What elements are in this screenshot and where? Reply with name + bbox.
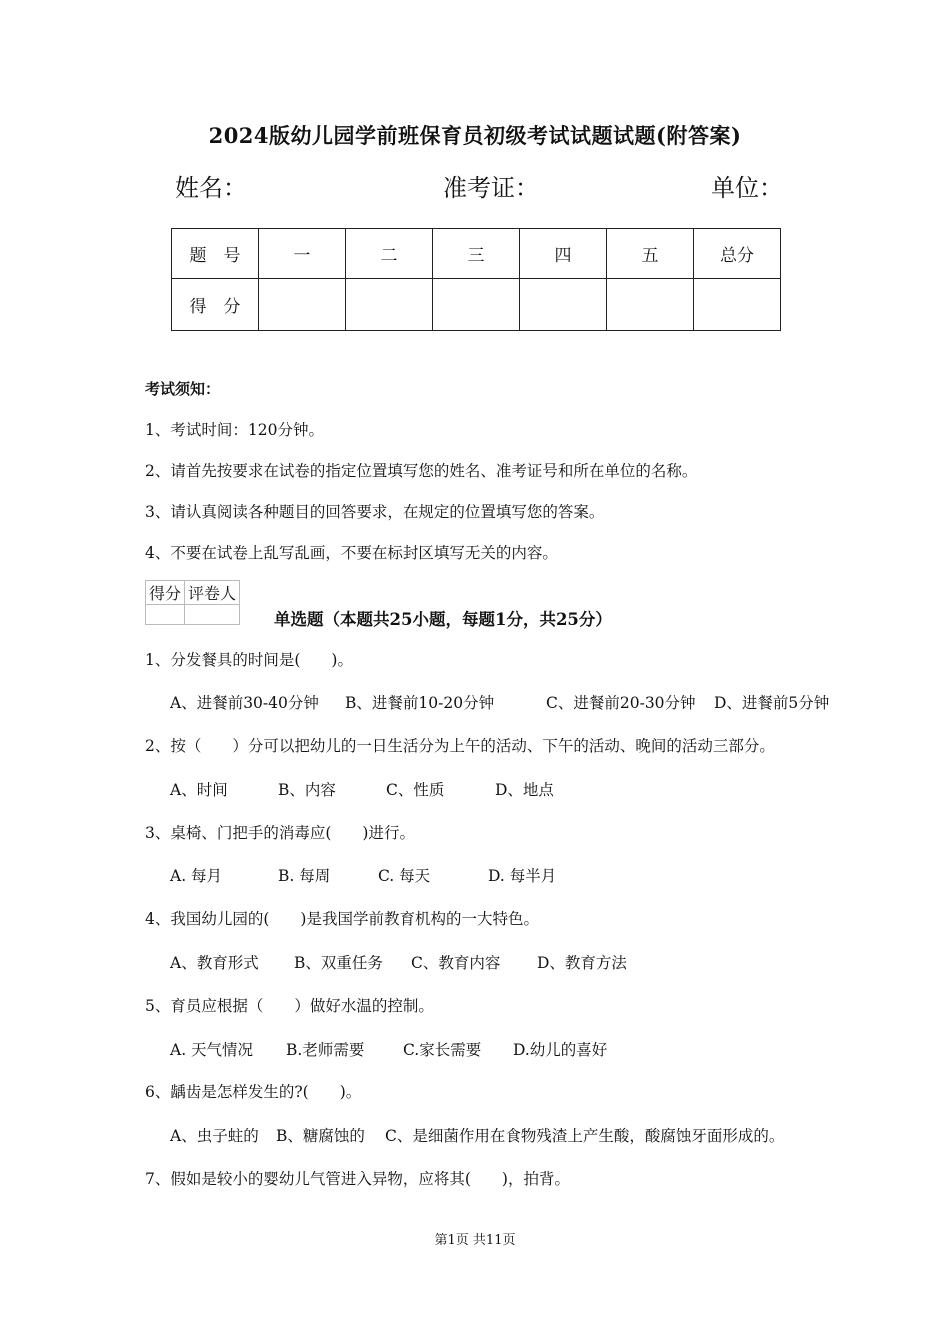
grader-score-label: 得分 — [146, 581, 185, 605]
score-header-cell: 一 — [259, 229, 346, 279]
option[interactable]: B.老师需要 — [286, 1041, 365, 1059]
option[interactable]: B. 每周 — [278, 867, 331, 885]
unit-field-label: 单位： — [711, 174, 783, 202]
score-cell[interactable] — [607, 279, 694, 331]
score-table — [171, 228, 781, 331]
option[interactable]: C、性质 — [386, 781, 445, 799]
page-footer: 第1页 共11页 — [434, 1233, 516, 1248]
option[interactable]: A、时间 — [170, 781, 228, 799]
grader-box — [145, 580, 240, 625]
option[interactable]: B、糖腐蚀的 — [276, 1127, 365, 1145]
notice-rule: 3、请认真阅读各种题目的回答要求，在规定的位置填写您的答案。 — [145, 503, 605, 521]
grader-name-label: 评卷人 — [185, 581, 240, 605]
option[interactable]: A、虫子蛀的 — [170, 1127, 259, 1145]
score-header-cell: 四 — [520, 229, 607, 279]
question-text: 4、我国幼儿园的( )是我国学前教育机构的一大特色。 — [145, 910, 539, 928]
option[interactable]: D、进餐前5分钟 — [714, 694, 830, 712]
score-header-cell: 五 — [607, 229, 694, 279]
question-options — [170, 691, 829, 713]
exam-id-field-label: 准考证： — [443, 174, 539, 202]
score-table-header-row — [172, 229, 781, 279]
grader-name-cell[interactable] — [185, 605, 240, 625]
score-cell[interactable] — [694, 279, 781, 331]
option[interactable]: B、进餐前10-20分钟 — [345, 694, 495, 712]
option[interactable]: C.家长需要 — [403, 1041, 482, 1059]
score-header-cell: 总分 — [694, 229, 781, 279]
option[interactable]: C、教育内容 — [411, 954, 501, 972]
option[interactable]: D. 每半月 — [488, 867, 557, 885]
option[interactable]: C、是细菌作用在食物残渣上产生酸，酸腐蚀牙面形成的。 — [385, 1127, 785, 1145]
option[interactable]: B、内容 — [278, 781, 336, 799]
notice-rule: 2、请首先按要求在试卷的指定位置填写您的姓名、准考证号和所在单位的名称。 — [145, 462, 698, 480]
question-text: 1、分发餐具的时间是( )。 — [145, 651, 353, 669]
notice-heading: 考试须知： — [145, 380, 221, 398]
question-text: 7、假如是较小的婴幼儿气管进入异物，应将其( )，拍背。 — [145, 1170, 570, 1188]
score-cell[interactable] — [259, 279, 346, 331]
question-text: 5、育员应根据（ ）做好水温的控制。 — [145, 997, 434, 1015]
score-cell[interactable] — [520, 279, 607, 331]
option[interactable]: A、进餐前30-40分钟 — [170, 694, 319, 712]
score-cell[interactable] — [346, 279, 433, 331]
question-options — [170, 951, 627, 973]
option[interactable]: A. 天气情况 — [170, 1041, 254, 1059]
question-options — [170, 778, 554, 800]
candidate-info-fields — [0, 168, 950, 208]
question-options — [170, 1038, 607, 1060]
grader-score-cell[interactable] — [146, 605, 185, 625]
option[interactable]: D、地点 — [495, 781, 554, 799]
option[interactable]: C. 每天 — [378, 867, 431, 885]
option[interactable]: B、双重任务 — [294, 954, 383, 972]
question-options — [170, 864, 556, 886]
name-field-label: 姓名： — [175, 174, 247, 202]
question-text: 2、按（ ）分可以把幼儿的一日生活分为上午的活动、下午的活动、晚间的活动三部分。 — [145, 737, 775, 755]
score-row-label: 得 分 — [172, 279, 259, 331]
option[interactable]: A. 每月 — [170, 867, 223, 885]
score-header-cell: 三 — [433, 229, 520, 279]
notice-rule: 1、考试时间：120分钟。 — [145, 421, 324, 439]
question-text: 6、龋齿是怎样发生的?( )。 — [145, 1083, 362, 1101]
score-header-cell: 二 — [346, 229, 433, 279]
question-options — [170, 1124, 784, 1146]
score-cell[interactable] — [433, 279, 520, 331]
notice-rule: 4、不要在试卷上乱写乱画，不要在标封区填写无关的内容。 — [145, 544, 558, 562]
option[interactable]: D、教育方法 — [537, 954, 627, 972]
score-table-score-row — [172, 279, 781, 331]
option[interactable]: C、进餐前20-30分钟 — [546, 694, 696, 712]
option[interactable]: A、教育形式 — [170, 954, 259, 972]
section-heading: 单选题（本题共25小题，每题1分，共25分） — [274, 610, 612, 629]
page-title: 2024版幼儿园学前班保育员初级考试试题试题(附答案) — [208, 123, 742, 148]
question-text: 3、桌椅、门把手的消毒应( )进行。 — [145, 824, 415, 842]
option[interactable]: D.幼儿的喜好 — [513, 1041, 608, 1059]
score-header-cell: 题 号 — [172, 229, 259, 279]
